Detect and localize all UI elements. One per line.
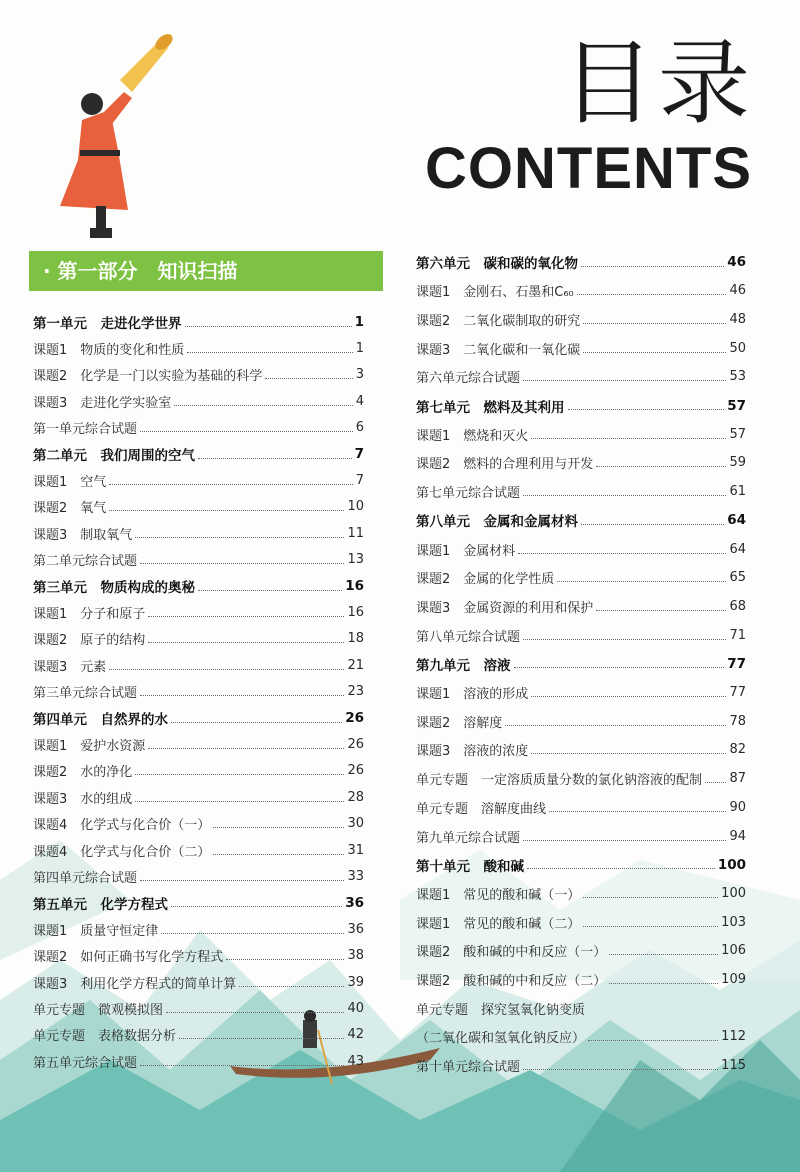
toc-entry-label: 课题2 水的净化 bbox=[33, 765, 133, 781]
toc-entry-row[interactable] bbox=[33, 389, 364, 413]
toc-page-number: 100 bbox=[717, 856, 746, 873]
dot-leader bbox=[135, 801, 344, 802]
toc-page-number: 28 bbox=[347, 789, 364, 805]
toc-page-number: 106 bbox=[721, 943, 746, 959]
toc-page-number: 3 bbox=[355, 367, 364, 383]
toc-page-number: 36 bbox=[347, 921, 364, 937]
dot-leader bbox=[527, 868, 715, 869]
toc-entry-label: 课题1 爱护水资源 bbox=[33, 738, 146, 754]
dot-leader bbox=[140, 1065, 344, 1066]
toc-entry-label: 课题1 质量守恒定律 bbox=[33, 923, 159, 939]
toc-page-number: 112 bbox=[721, 1029, 746, 1045]
toc-entry-label: 第三单元 物质构成的奥秘 bbox=[33, 580, 195, 596]
toc-entry-label: 第一单元综合试题 bbox=[33, 422, 138, 438]
toc-entry-label: 课题1 空气 bbox=[33, 474, 107, 490]
toc-unit-row[interactable] bbox=[33, 706, 364, 730]
dot-leader bbox=[239, 986, 344, 987]
toc-page-number: 10 bbox=[347, 499, 364, 515]
toc-unit-row[interactable] bbox=[416, 250, 746, 274]
toc-page-number: 53 bbox=[729, 369, 746, 385]
toc-entry-row[interactable] bbox=[416, 480, 746, 504]
dot-leader bbox=[596, 610, 726, 611]
toc-entry-row[interactable] bbox=[416, 681, 746, 705]
dot-leader bbox=[531, 696, 726, 697]
part-banner: · 第一部分 知识扫描 bbox=[29, 251, 383, 291]
toc-page-number: 90 bbox=[729, 799, 746, 815]
toc-page-number: 26 bbox=[345, 710, 364, 726]
toc-page-number: 7 bbox=[354, 446, 364, 462]
toc-entry-label: 第八单元综合试题 bbox=[416, 629, 521, 645]
dot-leader bbox=[109, 510, 344, 511]
dot-leader bbox=[523, 1069, 718, 1070]
toc-entry-row[interactable] bbox=[33, 495, 364, 519]
toc-entry-label: 课题3 二氧化碳和一氧化碳 bbox=[416, 342, 581, 358]
toc-page-number: 71 bbox=[729, 627, 746, 643]
dot-leader bbox=[185, 326, 352, 327]
dot-leader bbox=[171, 722, 342, 723]
dot-leader bbox=[109, 669, 344, 670]
toc-entry-label: 第四单元 自然界的水 bbox=[33, 712, 168, 728]
toc-entry-label: 第二单元综合试题 bbox=[33, 554, 138, 570]
toc-page-number: 59 bbox=[729, 455, 746, 471]
toc-page-number: 77 bbox=[729, 685, 746, 700]
dot-leader bbox=[583, 352, 726, 353]
dot-leader bbox=[557, 581, 726, 582]
dot-leader bbox=[609, 983, 718, 984]
toc-entry-label: 第九单元综合试题 bbox=[416, 830, 521, 846]
toc-entry-row[interactable] bbox=[416, 939, 746, 963]
toc-entry-label: 课题3 利用化学方程式的简单计算 bbox=[33, 976, 237, 992]
toc-entry-label: 课题1 分子和原子 bbox=[33, 606, 146, 622]
toc-entry-label: 第十单元综合试题 bbox=[416, 1060, 521, 1076]
toc-entry-row[interactable] bbox=[416, 968, 746, 992]
toc-page-number: 23 bbox=[347, 684, 364, 700]
toc-page-number: 115 bbox=[721, 1058, 746, 1074]
toc-entry-row[interactable] bbox=[33, 1023, 364, 1047]
toc-entry-label: 课题1 溶液的形成 bbox=[416, 687, 529, 702]
toc-entry-label: 课题2 如何正确书写化学方程式 bbox=[33, 950, 224, 966]
toc-entry-label: 课题2 溶解度 bbox=[416, 715, 503, 731]
toc-entry-row[interactable] bbox=[33, 627, 364, 651]
dot-leader bbox=[514, 667, 725, 668]
toc-entry-row[interactable] bbox=[33, 970, 364, 994]
toc-page-number: 18 bbox=[347, 631, 364, 647]
toc-entry-row[interactable] bbox=[33, 548, 364, 572]
toc-page-number: 40 bbox=[347, 1000, 364, 1016]
dot-leader bbox=[265, 378, 352, 379]
dot-leader bbox=[148, 748, 344, 749]
toc-entry-row[interactable] bbox=[416, 767, 746, 791]
toc-page-number: 38 bbox=[347, 948, 364, 964]
toc-entry-label: 第五单元 化学方程式 bbox=[33, 896, 168, 913]
toc-entry-label: 课题3 元素 bbox=[33, 659, 107, 675]
toc-page-number: 57 bbox=[727, 397, 746, 414]
toc-entry-label: 课题2 金属的化学性质 bbox=[416, 572, 555, 588]
dot-leader bbox=[568, 409, 725, 410]
toc-page-number: 61 bbox=[729, 484, 746, 500]
toc-entry-label: 第一单元 走进化学世界 bbox=[33, 316, 182, 332]
toc-entry-row[interactable] bbox=[33, 812, 364, 836]
figure-illustration bbox=[60, 31, 176, 238]
toc-entry-row[interactable] bbox=[33, 680, 364, 704]
page-subtitle: CONTENTS bbox=[425, 136, 752, 201]
toc-page-number: 46 bbox=[729, 283, 746, 299]
toc-unit-row[interactable] bbox=[33, 574, 364, 598]
toc-page-number: 50 bbox=[729, 340, 746, 356]
toc-page-number: 103 bbox=[721, 914, 746, 930]
toc-page-number: 87 bbox=[729, 771, 746, 787]
toc-entry-row[interactable] bbox=[33, 363, 364, 387]
toc-entry-label: 课题2 酸和碱的中和反应（一） bbox=[416, 945, 607, 961]
dot-leader bbox=[213, 827, 344, 828]
toc-entry-label: 第三单元综合试题 bbox=[33, 686, 138, 702]
toc-entry-row[interactable] bbox=[416, 537, 746, 561]
toc-entry-label: 课题2 原子的结构 bbox=[33, 633, 146, 649]
toc-entry-label: 课题1 金属材料 bbox=[416, 543, 516, 559]
dot-leader bbox=[583, 897, 718, 898]
toc-entry-label: 第四单元综合试题 bbox=[33, 870, 138, 886]
toc-entry-row[interactable] bbox=[33, 416, 364, 440]
dot-leader bbox=[166, 1012, 344, 1013]
toc-page-number: 1 bbox=[355, 340, 364, 356]
dot-leader bbox=[140, 880, 344, 881]
toc-entry-label: 课题3 金属资源的利用和保护 bbox=[416, 600, 594, 616]
dot-leader bbox=[148, 616, 344, 617]
toc-entry-label: 第八单元 金属和金属材料 bbox=[416, 514, 578, 531]
toc-page-number: 30 bbox=[347, 816, 364, 832]
toc-unit-row[interactable] bbox=[33, 442, 364, 466]
toc-page-number: 39 bbox=[347, 974, 364, 990]
toc-entry-label: 课题3 水的组成 bbox=[33, 791, 133, 807]
toc-entry-label: 课题3 走进化学实验室 bbox=[33, 395, 172, 411]
toc-entry-row[interactable] bbox=[416, 279, 746, 303]
dot-leader bbox=[187, 352, 352, 353]
toc-page-number: 31 bbox=[347, 842, 364, 858]
toc-page-number: 16 bbox=[345, 578, 364, 594]
toc-page-number: 6 bbox=[355, 420, 364, 436]
toc-entry-row[interactable] bbox=[416, 336, 746, 360]
toc-entry-label: 课题2 氧气 bbox=[33, 501, 107, 517]
toc-entry-label: 课题2 化学是一门以实验为基础的科学 bbox=[33, 369, 263, 385]
toc-unit-row[interactable] bbox=[416, 394, 746, 418]
toc-page-number: 7 bbox=[355, 472, 364, 488]
toc-entry-row[interactable] bbox=[33, 653, 364, 677]
dot-leader bbox=[581, 524, 724, 525]
dot-leader bbox=[581, 266, 724, 267]
toc-entry-label: 第六单元 碳和碳的氧化物 bbox=[416, 256, 578, 272]
toc-entry-label: 课题1 常见的酸和碱（一） bbox=[416, 887, 581, 903]
toc-page-number: 94 bbox=[729, 828, 746, 844]
toc-page-number: 82 bbox=[729, 742, 746, 758]
toc-entry-row[interactable] bbox=[416, 824, 746, 848]
dot-leader bbox=[583, 323, 726, 324]
toc-entry-label: 课题1 物质的变化和性质 bbox=[33, 342, 185, 358]
toc-page-number: 78 bbox=[729, 713, 746, 729]
dot-leader bbox=[549, 811, 726, 812]
dot-leader bbox=[140, 695, 344, 696]
toc-entry-label: 第九单元 溶液 bbox=[416, 657, 511, 674]
toc-page-number: 26 bbox=[347, 763, 364, 779]
toc-entry-row[interactable] bbox=[416, 1054, 746, 1078]
toc-entry-row[interactable] bbox=[416, 566, 746, 590]
toc-entry-row[interactable] bbox=[416, 996, 746, 1020]
dot-leader bbox=[135, 537, 344, 538]
toc-page-number: 13 bbox=[347, 552, 364, 568]
toc-entry-row[interactable] bbox=[416, 451, 746, 475]
toc-entry-label: 课题1 金刚石、石墨和C₆₀ bbox=[416, 285, 574, 301]
dot-leader bbox=[518, 553, 726, 554]
dot-leader bbox=[523, 495, 726, 496]
toc-unit-row[interactable] bbox=[416, 652, 746, 676]
toc-entry-row[interactable] bbox=[33, 917, 364, 941]
toc-page-number: 68 bbox=[729, 598, 746, 614]
dot-leader bbox=[531, 753, 726, 754]
toc-page-number: 64 bbox=[729, 541, 746, 557]
toc-page-number: 64 bbox=[727, 512, 746, 529]
toc-entry-row[interactable] bbox=[33, 336, 364, 360]
toc-entry-row[interactable] bbox=[33, 600, 364, 624]
toc-entry-row[interactable] bbox=[33, 785, 364, 809]
dot-leader bbox=[505, 725, 726, 726]
toc-entry-row[interactable] bbox=[33, 944, 364, 968]
toc-page-number: 65 bbox=[729, 570, 746, 586]
toc-entry-label: 课题2 二氧化碳制取的研究 bbox=[416, 313, 581, 329]
dot-leader bbox=[577, 294, 727, 295]
toc-entry-row[interactable] bbox=[416, 365, 746, 389]
dot-leader bbox=[161, 933, 344, 934]
toc-entry-row[interactable] bbox=[416, 910, 746, 934]
toc-entry-label: 课题2 酸和碱的中和反应（二） bbox=[416, 974, 607, 989]
dot-leader bbox=[109, 484, 352, 485]
toc-page-number: 48 bbox=[729, 311, 746, 327]
dot-leader bbox=[198, 590, 342, 591]
dot-leader bbox=[705, 782, 726, 783]
toc-page-number: 26 bbox=[347, 736, 364, 752]
toc-entry-row[interactable] bbox=[33, 468, 364, 492]
toc-page-number: 4 bbox=[355, 393, 364, 409]
dot-leader bbox=[523, 639, 726, 640]
dot-leader bbox=[174, 405, 352, 406]
dot-leader bbox=[179, 1038, 344, 1039]
toc-entry-row[interactable] bbox=[416, 623, 746, 647]
toc-page-number: 77 bbox=[727, 655, 746, 672]
dot-leader bbox=[140, 431, 353, 432]
toc-entry-label: 第七单元综合试题 bbox=[416, 486, 521, 502]
toc-page-number: 36 bbox=[345, 894, 364, 911]
toc-entry-row[interactable] bbox=[416, 738, 746, 762]
dot-leader bbox=[583, 926, 718, 927]
toc-entry-row[interactable] bbox=[33, 521, 364, 545]
toc-entry-row[interactable] bbox=[416, 422, 746, 446]
toc-page-number: 11 bbox=[347, 525, 364, 541]
toc-entry-label: 课题3 溶液的浓度 bbox=[416, 744, 529, 760]
toc-entry-label: 单元专题 探究氢氧化钠变质 bbox=[416, 1002, 586, 1018]
toc-entry-row[interactable] bbox=[416, 795, 746, 819]
toc-entry-row[interactable] bbox=[33, 759, 364, 783]
toc-page-number: 21 bbox=[347, 657, 364, 673]
toc-unit-row[interactable] bbox=[416, 853, 746, 877]
toc-entry-label: （二氧化碳和氢氧化钠反应） bbox=[416, 1031, 586, 1047]
toc-unit-row[interactable] bbox=[33, 310, 364, 334]
toc-entry-label: 第六单元综合试题 bbox=[416, 371, 521, 387]
toc-page-number: 1 bbox=[354, 314, 364, 330]
dot-leader bbox=[198, 458, 352, 459]
toc-page-number: 43 bbox=[347, 1053, 364, 1069]
dot-leader bbox=[135, 774, 344, 775]
toc-entry-row[interactable] bbox=[33, 864, 364, 888]
dot-leader bbox=[140, 563, 344, 564]
toc-page-number: 100 bbox=[721, 885, 746, 901]
dot-leader bbox=[596, 466, 726, 467]
toc-entry-row[interactable] bbox=[416, 709, 746, 733]
toc-entry-label: 课题1 燃烧和灭火 bbox=[416, 428, 529, 444]
toc-entry-label: 第五单元综合试题 bbox=[33, 1055, 138, 1071]
dot-leader bbox=[588, 1040, 718, 1041]
toc-entry-row[interactable] bbox=[416, 307, 746, 331]
dot-leader bbox=[148, 642, 344, 643]
dot-leader bbox=[609, 954, 718, 955]
dot-leader bbox=[171, 906, 342, 907]
toc-entry-label: 第七单元 燃料及其利用 bbox=[416, 399, 565, 416]
toc-page-number: 42 bbox=[347, 1027, 364, 1043]
dot-leader bbox=[523, 840, 726, 841]
toc-entry-label: 单元专题 表格数据分析 bbox=[33, 1029, 177, 1045]
toc-entry-row[interactable] bbox=[33, 732, 364, 756]
toc-page-number: 109 bbox=[721, 972, 746, 987]
toc-entry-label: 课题4 化学式与化合价（二） bbox=[33, 844, 211, 860]
toc-page-number: 57 bbox=[729, 426, 746, 442]
toc-entry-label: 单元专题 微观模拟图 bbox=[33, 1002, 164, 1018]
toc-entry-label: 课题3 制取氧气 bbox=[33, 527, 133, 543]
toc-entry-label: 第十单元 酸和碱 bbox=[416, 858, 524, 875]
toc-entry-row[interactable] bbox=[33, 1049, 364, 1073]
toc-entry-row[interactable] bbox=[33, 838, 364, 862]
dot-leader bbox=[226, 959, 344, 960]
toc-entry-label: 课题4 化学式与化合价（一） bbox=[33, 818, 211, 834]
toc-entry-label: 单元专题 溶解度曲线 bbox=[416, 801, 547, 817]
dot-leader bbox=[523, 380, 726, 381]
toc-entry-row[interactable] bbox=[416, 1025, 746, 1049]
toc-entry-row[interactable] bbox=[416, 594, 746, 618]
toc-page-number: 16 bbox=[347, 604, 364, 620]
toc-entry-label: 单元专题 一定溶质质量分数的氯化钠溶液的配制 bbox=[416, 773, 703, 789]
toc-unit-row[interactable] bbox=[33, 891, 364, 915]
toc-entry-row[interactable] bbox=[33, 996, 364, 1020]
page-title: 目录 bbox=[561, 30, 754, 137]
toc-entry-row[interactable] bbox=[416, 881, 746, 905]
toc-unit-row[interactable] bbox=[416, 508, 746, 532]
toc-page-number: 46 bbox=[727, 254, 746, 270]
toc-entry-label: 课题1 常见的酸和碱（二） bbox=[416, 916, 581, 932]
toc-page-number: 33 bbox=[347, 868, 364, 884]
dot-leader bbox=[213, 854, 344, 855]
toc-entry-label: 课题2 燃料的合理利用与开发 bbox=[416, 457, 594, 473]
dot-leader bbox=[531, 438, 726, 439]
toc-entry-label: 第二单元 我们周围的空气 bbox=[33, 448, 195, 464]
